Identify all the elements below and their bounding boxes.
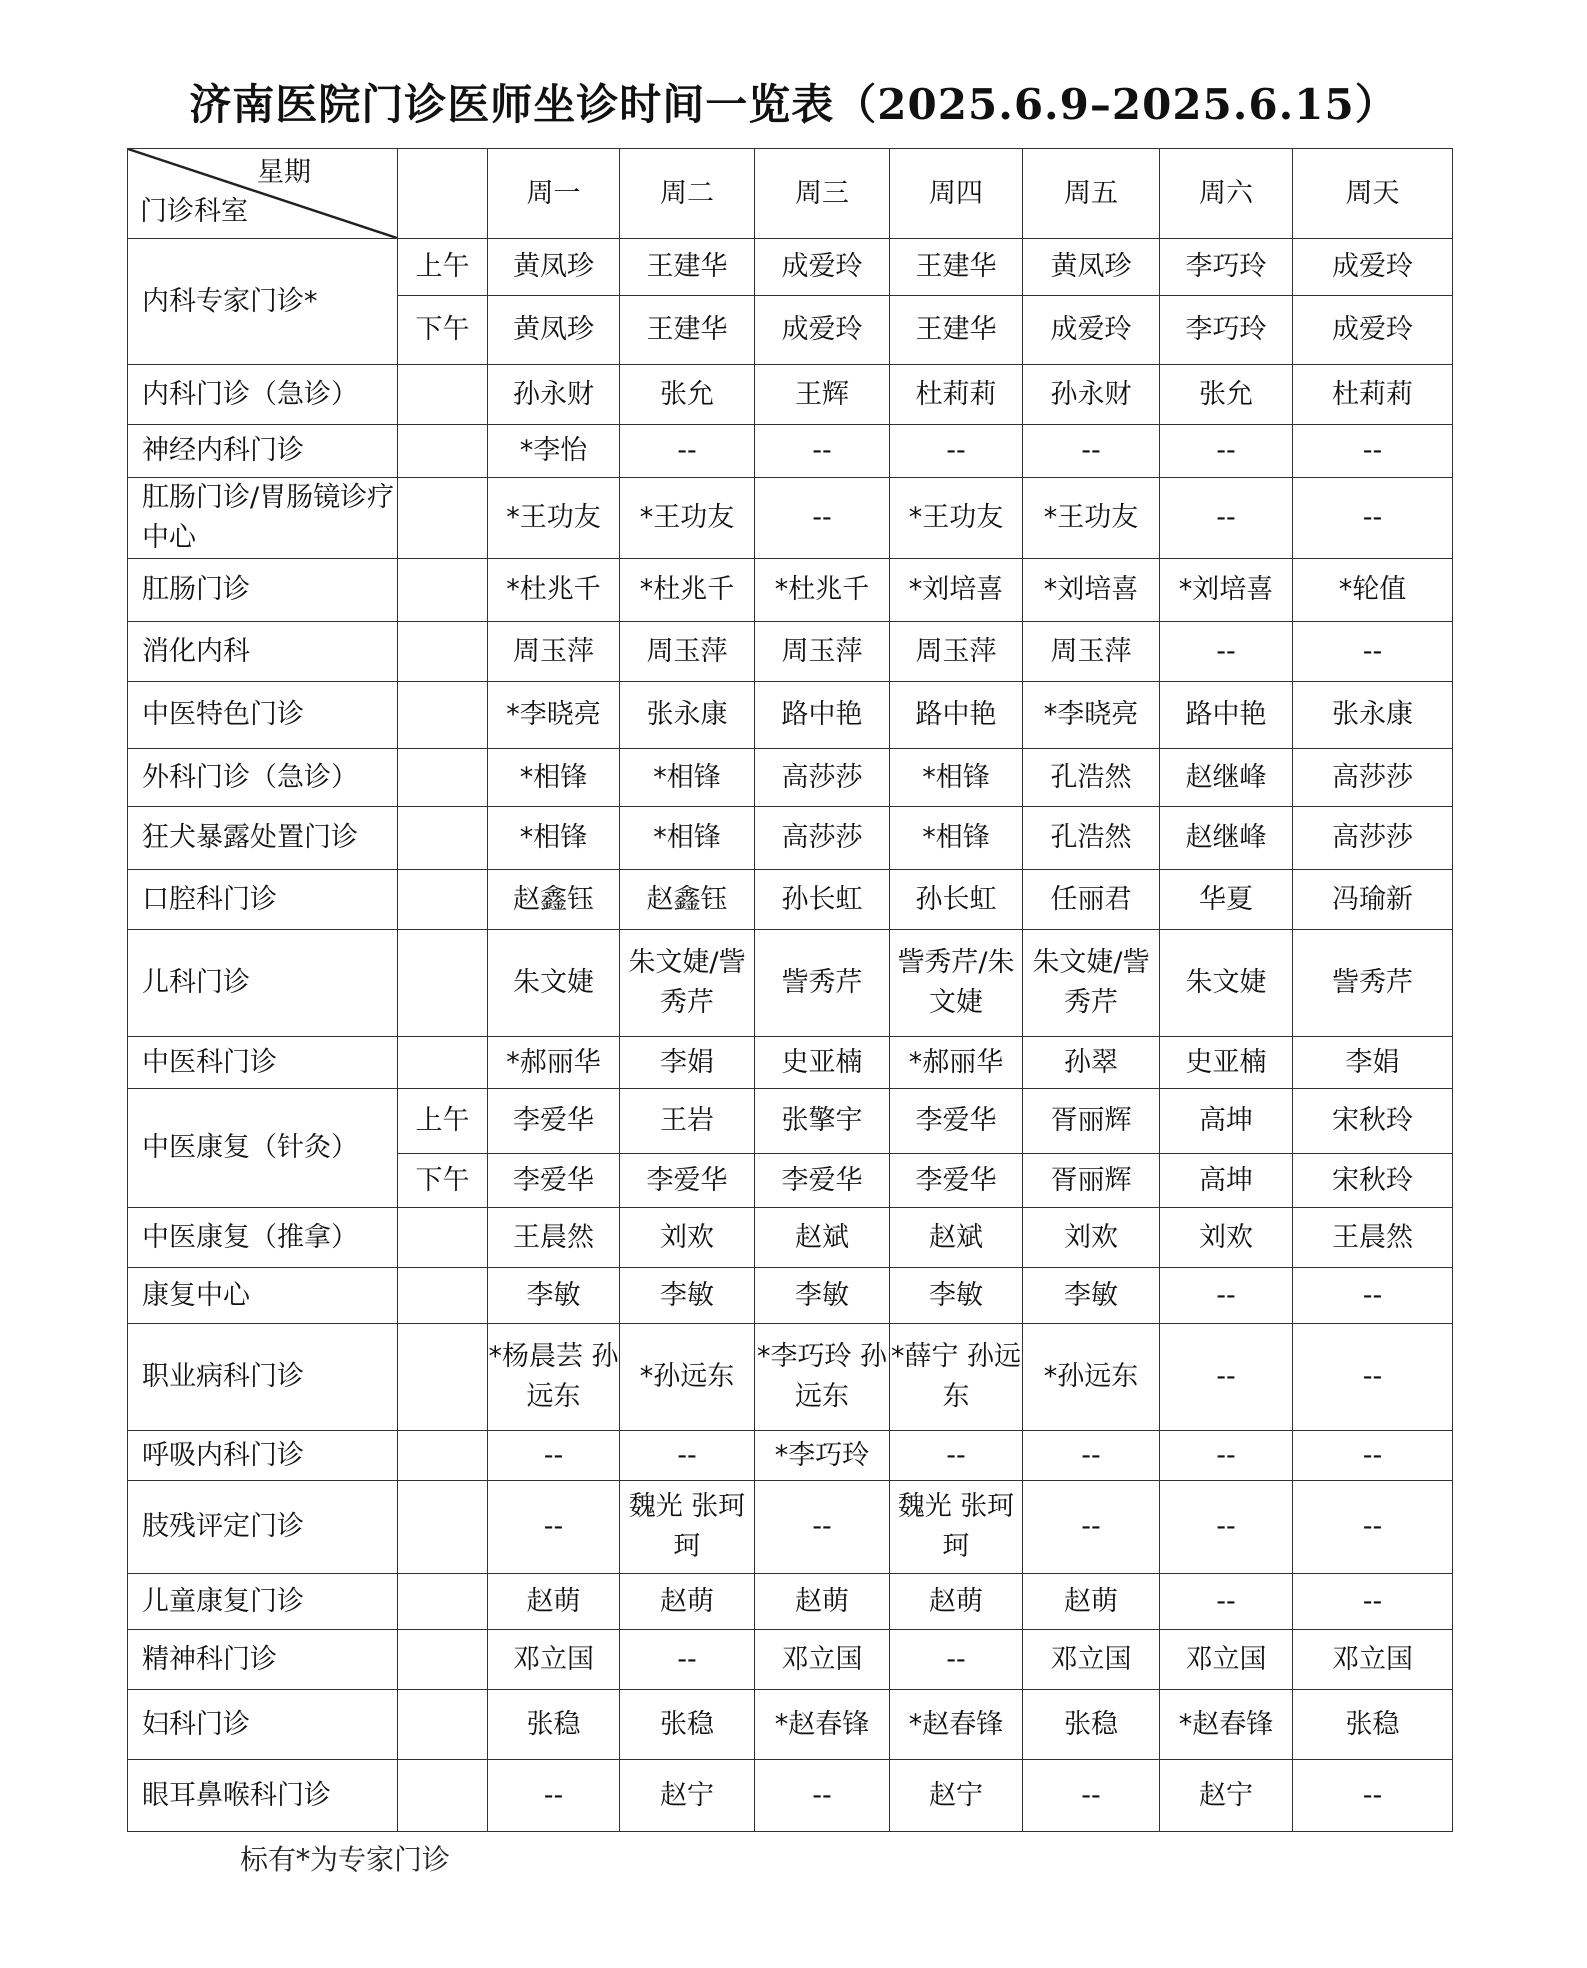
doctor-cell: 高莎莎: [755, 749, 890, 807]
doctor-cell: *孙远东: [1023, 1324, 1160, 1431]
doctor-cell: 黄凤珍: [1023, 239, 1160, 296]
doctor-cell: 赵鑫钰: [488, 870, 620, 930]
doctor-cell: 赵萌: [488, 1574, 620, 1630]
doctor-cell: 周玉萍: [890, 622, 1023, 682]
doctor-cell: 宋秋玲: [1293, 1154, 1453, 1208]
table-row: [128, 622, 1453, 682]
department-cell: 中医康复（推拿）: [128, 1208, 398, 1268]
period-cell: [398, 478, 488, 559]
doctor-cell: 高坤: [1160, 1154, 1293, 1208]
doctor-cell: 王建华: [890, 296, 1023, 365]
doctor-cell: 胥丽辉: [1023, 1154, 1160, 1208]
department-cell: 儿童康复门诊: [128, 1574, 398, 1630]
doctor-cell: 高莎莎: [1293, 807, 1453, 870]
doctor-cell: *刘培喜: [1023, 559, 1160, 622]
doctor-cell: 周玉萍: [488, 622, 620, 682]
doctor-cell: 成爱玲: [1023, 296, 1160, 365]
doctor-cell: 赵宁: [1160, 1760, 1293, 1832]
table-row: [128, 425, 1453, 478]
department-cell: 狂犬暴露处置门诊: [128, 807, 398, 870]
doctor-cell: 赵斌: [890, 1208, 1023, 1268]
doctor-cell: 孙长虹: [755, 870, 890, 930]
doctor-cell: 孙长虹: [890, 870, 1023, 930]
doctor-cell: *李晓亮: [488, 682, 620, 749]
doctor-cell: *杜兆千: [755, 559, 890, 622]
doctor-cell: --: [1293, 1760, 1453, 1832]
doctor-cell: *相锋: [890, 749, 1023, 807]
doctor-cell: 张允: [1160, 365, 1293, 425]
doctor-cell: *刘培喜: [1160, 559, 1293, 622]
doctor-cell: 黄凤珍: [488, 296, 620, 365]
department-cell: 中医特色门诊: [128, 682, 398, 749]
doctor-cell: *杜兆千: [620, 559, 755, 622]
doctor-cell: 周玉萍: [620, 622, 755, 682]
doctor-cell: *赵春锋: [890, 1690, 1023, 1760]
department-cell: 外科门诊（急诊）: [128, 749, 398, 807]
doctor-cell: 李敏: [1023, 1268, 1160, 1324]
doctor-cell: *刘培喜: [890, 559, 1023, 622]
table-row: [128, 1324, 1453, 1431]
department-cell: 消化内科: [128, 622, 398, 682]
table-row: [128, 239, 1453, 296]
doctor-cell: --: [1293, 1324, 1453, 1431]
doctor-cell: *李怡: [488, 425, 620, 478]
period-cell: [398, 682, 488, 749]
doctor-cell: --: [1160, 1431, 1293, 1481]
doctor-cell: --: [1293, 622, 1453, 682]
doctor-cell: --: [755, 478, 890, 559]
doctor-cell: 赵萌: [890, 1574, 1023, 1630]
table-row: [128, 1481, 1453, 1574]
department-cell: 肛肠门诊: [128, 559, 398, 622]
doctor-cell: 朱文婕/訾秀芹: [1023, 930, 1160, 1037]
doctor-cell: *杨晨芸 孙远东: [488, 1324, 620, 1431]
doctor-cell: --: [620, 425, 755, 478]
footnote: 标有*为专家门诊: [240, 1843, 451, 1876]
day-header: 周二: [620, 149, 755, 239]
doctor-cell: *相锋: [620, 807, 755, 870]
doctor-cell: 李爱华: [620, 1154, 755, 1208]
doctor-cell: 成爱玲: [755, 239, 890, 296]
table-row: [128, 749, 1453, 807]
doctor-cell: *李巧玲 孙远东: [755, 1324, 890, 1431]
period-cell: [398, 1760, 488, 1832]
doctor-cell: 孙翠: [1023, 1037, 1160, 1089]
doctor-cell: --: [1160, 478, 1293, 559]
table-row: [128, 1760, 1453, 1832]
doctor-cell: 李巧玲: [1160, 296, 1293, 365]
doctor-cell: 朱文婕/訾秀芹: [620, 930, 755, 1037]
doctor-cell: 赵继峰: [1160, 807, 1293, 870]
doctor-cell: --: [755, 425, 890, 478]
doctor-cell: 路中艳: [755, 682, 890, 749]
doctor-cell: 邓立国: [755, 1630, 890, 1690]
doctor-cell: 王晨然: [1293, 1208, 1453, 1268]
doctor-cell: 周玉萍: [755, 622, 890, 682]
doctor-cell: 李巧玲: [1160, 239, 1293, 296]
doctor-cell: 张擎宇: [755, 1089, 890, 1154]
period-cell: [398, 870, 488, 930]
doctor-cell: 张稳: [1023, 1690, 1160, 1760]
period-cell: [398, 1574, 488, 1630]
doctor-cell: --: [1160, 1324, 1293, 1431]
doctor-cell: *王功友: [890, 478, 1023, 559]
doctor-cell: 刘欢: [1023, 1208, 1160, 1268]
period-cell: 上午: [398, 1089, 488, 1154]
doctor-cell: 路中艳: [1160, 682, 1293, 749]
table-row: [128, 1268, 1453, 1324]
doctor-cell: 赵宁: [620, 1760, 755, 1832]
period-cell: [398, 1481, 488, 1574]
doctor-cell: 张稳: [1293, 1690, 1453, 1760]
department-cell: 中医科门诊: [128, 1037, 398, 1089]
period-cell: [398, 622, 488, 682]
doctor-cell: 王辉: [755, 365, 890, 425]
period-cell: [398, 425, 488, 478]
period-cell: [398, 749, 488, 807]
doctor-cell: *王功友: [488, 478, 620, 559]
doctor-cell: 赵鑫钰: [620, 870, 755, 930]
doctor-cell: 李敏: [488, 1268, 620, 1324]
period-cell: [398, 1630, 488, 1690]
doctor-cell: 张允: [620, 365, 755, 425]
doctor-cell: 李娟: [1293, 1037, 1453, 1089]
doctor-cell: 宋秋玲: [1293, 1089, 1453, 1154]
table-row: [128, 1208, 1453, 1268]
doctor-cell: 邓立国: [1160, 1630, 1293, 1690]
doctor-cell: --: [620, 1431, 755, 1481]
doctor-cell: 华夏: [1160, 870, 1293, 930]
doctor-cell: 张永康: [620, 682, 755, 749]
doctor-cell: --: [1293, 1431, 1453, 1481]
doctor-cell: *王功友: [1023, 478, 1160, 559]
doctor-cell: 高莎莎: [755, 807, 890, 870]
schedule-table: [127, 148, 1453, 1832]
doctor-cell: 周玉萍: [1023, 622, 1160, 682]
period-cell: [398, 1690, 488, 1760]
doctor-cell: --: [1160, 1574, 1293, 1630]
table-row: [128, 870, 1453, 930]
period-cell: [398, 1268, 488, 1324]
table-row: [128, 682, 1453, 749]
period-cell: [398, 930, 488, 1037]
doctor-cell: *王功友: [620, 478, 755, 559]
doctor-cell: --: [890, 425, 1023, 478]
day-header: 周六: [1160, 149, 1293, 239]
department-cell: 神经内科门诊: [128, 425, 398, 478]
day-header: 周一: [488, 149, 620, 239]
period-cell: [398, 559, 488, 622]
doctor-cell: --: [488, 1760, 620, 1832]
doctor-cell: 邓立国: [1293, 1630, 1453, 1690]
day-header: 周四: [890, 149, 1023, 239]
doctor-cell: 赵宁: [890, 1760, 1023, 1832]
doctor-cell: 王建华: [620, 239, 755, 296]
day-header: 周天: [1293, 149, 1453, 239]
period-cell: 上午: [398, 239, 488, 296]
doctor-cell: 魏光 张珂珂: [890, 1481, 1023, 1574]
doctor-cell: 路中艳: [890, 682, 1023, 749]
period-cell: [398, 1208, 488, 1268]
table-row: [128, 1037, 1453, 1089]
doctor-cell: --: [1160, 425, 1293, 478]
table-row: [128, 365, 1453, 425]
department-cell: 口腔科门诊: [128, 870, 398, 930]
doctor-cell: 赵斌: [755, 1208, 890, 1268]
table-row: [128, 1089, 1453, 1154]
doctor-cell: --: [1160, 622, 1293, 682]
doctor-cell: --: [755, 1481, 890, 1574]
doctor-cell: *郝丽华: [488, 1037, 620, 1089]
doctor-cell: 邓立国: [488, 1630, 620, 1690]
doctor-cell: 朱文婕: [1160, 930, 1293, 1037]
doctor-cell: --: [890, 1431, 1023, 1481]
doctor-cell: --: [1293, 1574, 1453, 1630]
doctor-cell: *杜兆千: [488, 559, 620, 622]
doctor-cell: --: [1160, 1268, 1293, 1324]
department-cell: 精神科门诊: [128, 1630, 398, 1690]
department-header-label: 门诊科室: [140, 196, 248, 227]
doctor-cell: --: [1023, 1431, 1160, 1481]
day-header: 周三: [755, 149, 890, 239]
department-cell: 呼吸内科门诊: [128, 1431, 398, 1481]
doctor-cell: 王建华: [890, 239, 1023, 296]
doctor-cell: 杜莉莉: [1293, 365, 1453, 425]
department-cell: 妇科门诊: [128, 1690, 398, 1760]
department-cell: 中医康复（针灸）: [128, 1089, 398, 1208]
doctor-cell: *轮值: [1293, 559, 1453, 622]
doctor-cell: --: [1293, 425, 1453, 478]
period-header-cell: [398, 149, 488, 239]
doctor-cell: 孔浩然: [1023, 749, 1160, 807]
table-row: [128, 807, 1453, 870]
department-cell: 肛肠门诊/胃肠镜诊疗中心: [128, 478, 398, 559]
doctor-cell: 张稳: [620, 1690, 755, 1760]
doctor-cell: 李爱华: [755, 1154, 890, 1208]
doctor-cell: 孙永财: [488, 365, 620, 425]
doctor-cell: 邓立国: [1023, 1630, 1160, 1690]
doctor-cell: 胥丽辉: [1023, 1089, 1160, 1154]
period-cell: 下午: [398, 1154, 488, 1208]
doctor-cell: 成爱玲: [1293, 296, 1453, 365]
period-cell: [398, 1037, 488, 1089]
doctor-cell: --: [488, 1481, 620, 1574]
doctor-cell: *李巧玲: [755, 1431, 890, 1481]
doctor-cell: 訾秀芹/朱文婕: [890, 930, 1023, 1037]
department-cell: 儿科门诊: [128, 930, 398, 1037]
doctor-cell: 史亚楠: [755, 1037, 890, 1089]
doctor-cell: 李敏: [620, 1268, 755, 1324]
doctor-cell: 张稳: [488, 1690, 620, 1760]
table-row: [128, 559, 1453, 622]
doctor-cell: 王岩: [620, 1089, 755, 1154]
doctor-cell: 高莎莎: [1293, 749, 1453, 807]
doctor-cell: --: [1023, 1760, 1160, 1832]
doctor-cell: 李爱华: [488, 1089, 620, 1154]
doctor-cell: 訾秀芹: [755, 930, 890, 1037]
doctor-cell: --: [1293, 478, 1453, 559]
doctor-cell: 李娟: [620, 1037, 755, 1089]
doctor-cell: 李敏: [755, 1268, 890, 1324]
doctor-cell: *郝丽华: [890, 1037, 1023, 1089]
period-cell: [398, 1324, 488, 1431]
department-cell: 肢残评定门诊: [128, 1481, 398, 1574]
doctor-cell: *赵春锋: [755, 1690, 890, 1760]
doctor-cell: 冯瑜新: [1293, 870, 1453, 930]
period-cell: [398, 807, 488, 870]
doctor-cell: --: [1023, 1481, 1160, 1574]
doctor-cell: 高坤: [1160, 1089, 1293, 1154]
doctor-cell: *相锋: [488, 807, 620, 870]
doctor-cell: 成爱玲: [755, 296, 890, 365]
doctor-cell: 赵萌: [755, 1574, 890, 1630]
table-row: [128, 478, 1453, 559]
department-cell: 眼耳鼻喉科门诊: [128, 1760, 398, 1832]
doctor-cell: --: [1293, 1268, 1453, 1324]
weekday-header-label: 星期: [257, 157, 311, 188]
department-cell: 康复中心: [128, 1268, 398, 1324]
doctor-cell: --: [1023, 425, 1160, 478]
department-cell: 内科门诊（急诊）: [128, 365, 398, 425]
doctor-cell: --: [1293, 1481, 1453, 1574]
doctor-cell: 朱文婕: [488, 930, 620, 1037]
doctor-cell: *相锋: [488, 749, 620, 807]
doctor-cell: --: [620, 1630, 755, 1690]
doctor-cell: 刘欢: [1160, 1208, 1293, 1268]
doctor-cell: 李敏: [890, 1268, 1023, 1324]
doctor-cell: *赵春锋: [1160, 1690, 1293, 1760]
header-row: [128, 149, 1453, 239]
doctor-cell: 孔浩然: [1023, 807, 1160, 870]
doctor-cell: 成爱玲: [1293, 239, 1453, 296]
doctor-cell: 李爱华: [890, 1089, 1023, 1154]
corner-header-cell: [128, 149, 398, 239]
day-header: 周五: [1023, 149, 1160, 239]
doctor-cell: 王建华: [620, 296, 755, 365]
doctor-cell: 訾秀芹: [1293, 930, 1453, 1037]
table-row: [128, 930, 1453, 1037]
doctor-cell: 魏光 张珂珂: [620, 1481, 755, 1574]
doctor-cell: 任丽君: [1023, 870, 1160, 930]
period-cell: [398, 1431, 488, 1481]
doctor-cell: *薛宁 孙远东: [890, 1324, 1023, 1431]
doctor-cell: --: [755, 1760, 890, 1832]
department-cell: 内科专家门诊*: [128, 239, 398, 365]
table-row: [128, 1574, 1453, 1630]
table-row: [128, 1630, 1453, 1690]
doctor-cell: 赵萌: [1023, 1574, 1160, 1630]
doctor-cell: 史亚楠: [1160, 1037, 1293, 1089]
doctor-cell: 李爱华: [488, 1154, 620, 1208]
doctor-cell: *孙远东: [620, 1324, 755, 1431]
doctor-cell: 李爱华: [890, 1154, 1023, 1208]
doctor-cell: 孙永财: [1023, 365, 1160, 425]
table-row: [128, 1690, 1453, 1760]
doctor-cell: 杜莉莉: [890, 365, 1023, 425]
doctor-cell: *相锋: [620, 749, 755, 807]
doctor-cell: --: [890, 1630, 1023, 1690]
doctor-cell: 赵萌: [620, 1574, 755, 1630]
doctor-cell: 张永康: [1293, 682, 1453, 749]
doctor-cell: 王晨然: [488, 1208, 620, 1268]
doctor-cell: --: [488, 1431, 620, 1481]
period-cell: [398, 365, 488, 425]
department-cell: 职业病科门诊: [128, 1324, 398, 1431]
doctor-cell: *相锋: [890, 807, 1023, 870]
doctor-cell: 黄凤珍: [488, 239, 620, 296]
doctor-cell: 刘欢: [620, 1208, 755, 1268]
period-cell: 下午: [398, 296, 488, 365]
doctor-cell: *李晓亮: [1023, 682, 1160, 749]
doctor-cell: 赵继峰: [1160, 749, 1293, 807]
doctor-cell: --: [1160, 1481, 1293, 1574]
page-title: 济南医院门诊医师坐诊时间一览表（2025.6.9–2025.6.15）: [189, 80, 1398, 129]
table-row: [128, 1431, 1453, 1481]
